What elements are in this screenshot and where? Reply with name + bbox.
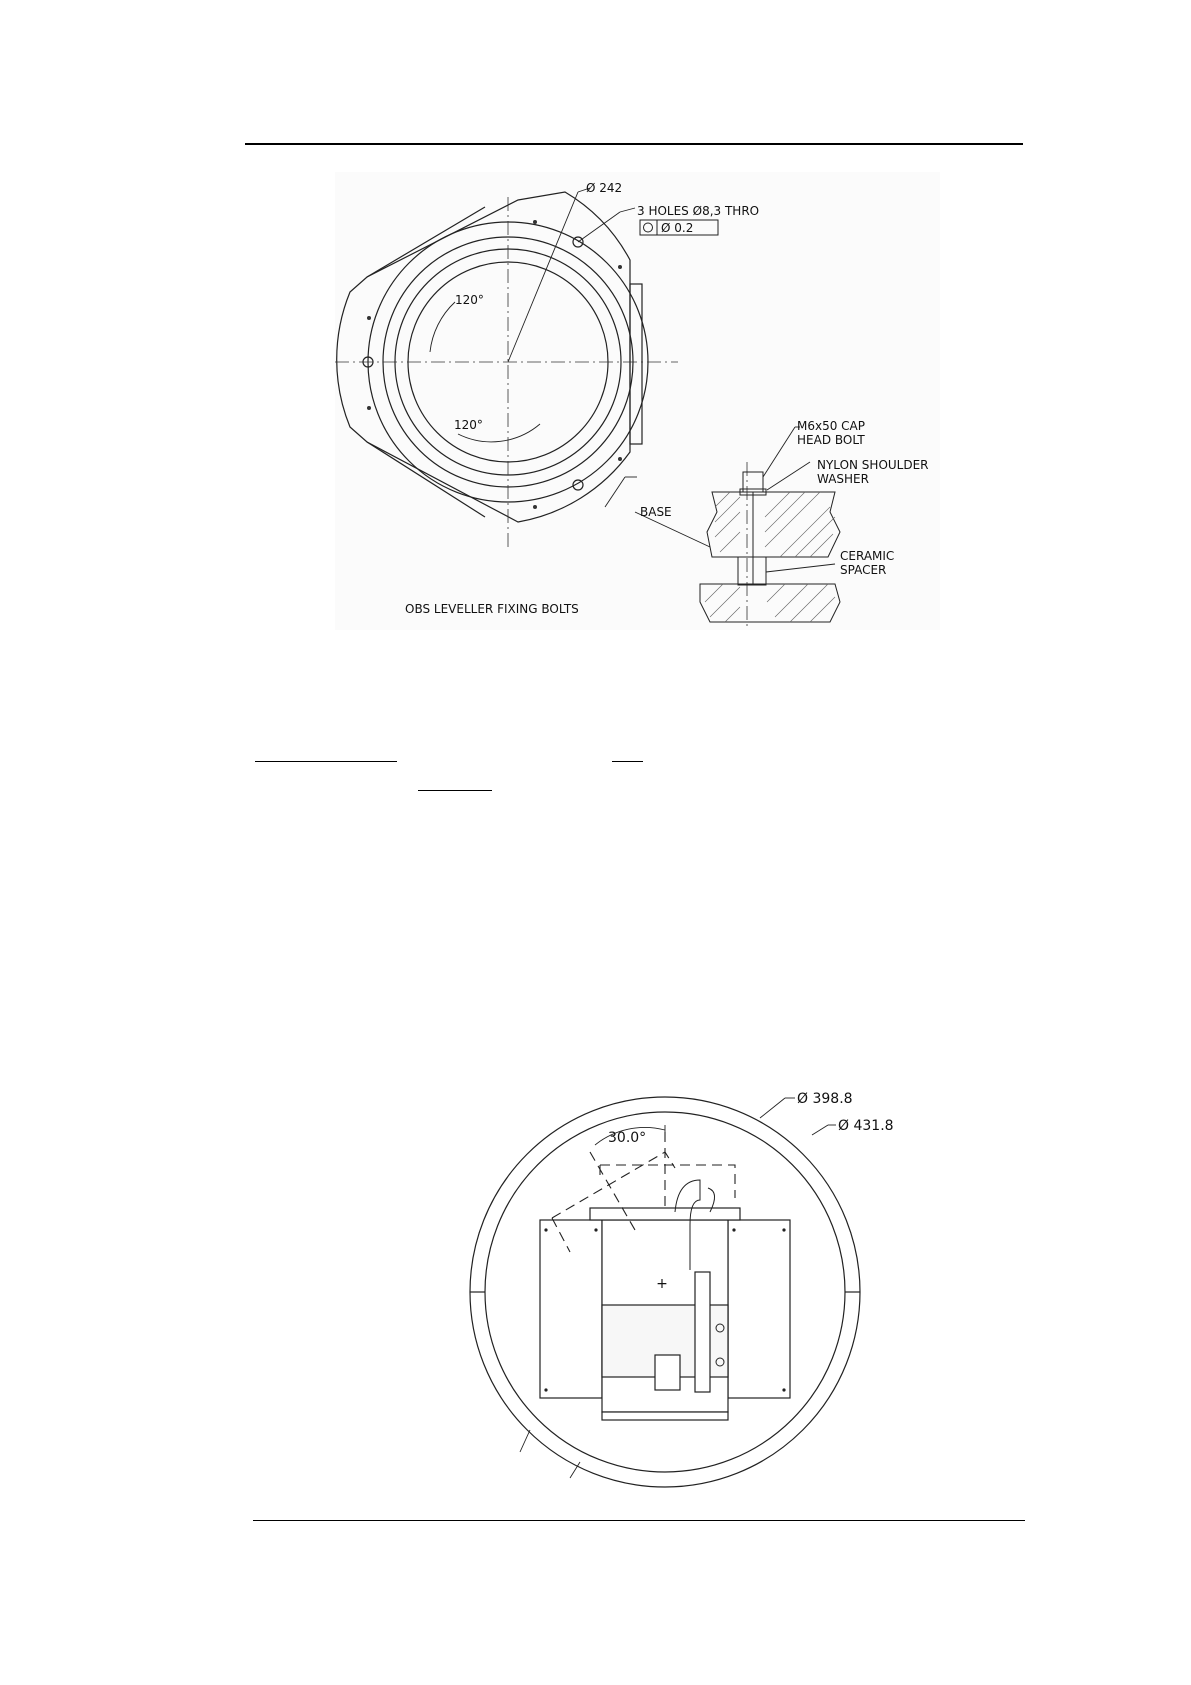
bolt-callout-line2: HEAD BOLT xyxy=(797,433,865,447)
footer-rule xyxy=(253,1520,1025,1521)
bolt-circle-dimension: Ø 242 xyxy=(586,181,623,195)
holes-dimension: 3 HOLES Ø8,3 THRO xyxy=(637,204,760,218)
header-rule xyxy=(245,143,1023,145)
leveller-fixing-bolts-drawing xyxy=(335,172,940,630)
outer-diameter-label: Ø 431.8 xyxy=(838,1118,894,1134)
inner-diameter-label: Ø 398.8 xyxy=(797,1091,853,1107)
underline-1 xyxy=(255,761,397,762)
washer-callout-line2: WASHER xyxy=(817,472,869,486)
washer-callout-line1: NYLON SHOULDER xyxy=(817,458,929,472)
underline-3 xyxy=(418,790,492,791)
spacer-callout-line1: CERAMIC xyxy=(840,549,895,563)
spacer-callout-line2: SPACER xyxy=(840,563,887,577)
bolt-callout-line1: M6x50 CAP xyxy=(797,419,865,433)
position-tolerance: Ø 0.2 xyxy=(661,221,694,235)
base-callout: BASE xyxy=(640,505,672,519)
svg-text:+: + xyxy=(656,1276,668,1292)
underline-2 xyxy=(612,761,643,762)
angle-bottom-label: 120° xyxy=(454,418,483,432)
figure-caption: OBS LEVELLER FIXING BOLTS xyxy=(405,602,579,616)
angle-top-label: 120° xyxy=(455,293,484,307)
rotation-angle-label: 30.0° xyxy=(608,1130,647,1146)
housing-section-drawing xyxy=(460,1080,930,1500)
